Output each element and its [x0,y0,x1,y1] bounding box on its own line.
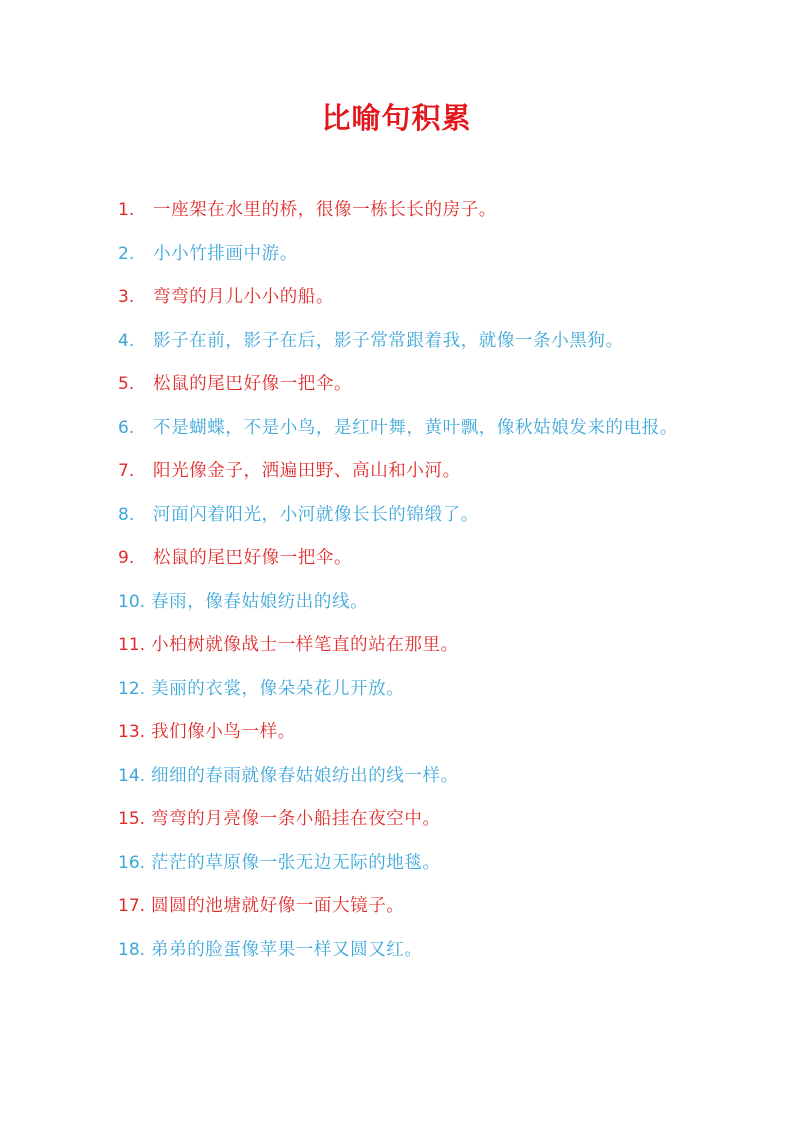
list-item [118,584,698,621]
item-number: 18. [118,939,146,960]
item-text: 弟弟的脸蛋像苹果一样又圆又红。 [151,939,423,960]
item-number: 16. [118,852,146,873]
item-number: 9. [118,548,135,568]
item-number: 1. [118,200,135,220]
item-number: 15. [118,809,146,829]
list-item [118,801,698,838]
list-item [118,410,698,447]
list-item [118,279,698,316]
list-item [118,540,698,577]
list-item [118,758,698,795]
item-number: 6. [118,417,135,438]
item-number: 2. [118,243,135,264]
list-item [118,888,698,925]
item-text: 春雨，像春姑娘纺出的线。 [151,591,369,612]
item-text: 茫茫的草原像一张无边无际的地毯。 [151,852,441,873]
item-number: 10. [118,591,146,612]
sentence-list [118,192,698,975]
list-item [118,627,698,664]
item-number: 17. [118,896,146,916]
item-text: 圆圆的池塘就好像一面大镜子。 [151,896,405,916]
item-number: 5. [118,374,135,394]
item-text: 影子在前，影子在后，影子常常跟着我，就像一条小黑狗。 [153,330,624,351]
list-item [118,497,698,534]
list-item [118,845,698,882]
item-text: 阳光像金子，洒遍田野、高山和小河。 [153,461,461,481]
item-text: 一座架在水里的桥，很像一栋长长的房子。 [153,200,497,220]
list-item [118,932,698,969]
item-number: 11. [118,635,146,655]
list-item [118,236,698,273]
item-text: 河面闪着阳光，小河就像长长的锦缎了。 [153,504,479,525]
item-text: 细细的春雨就像春姑娘纺出的线一样。 [151,765,459,786]
item-text: 松鼠的尾巴好像一把伞。 [153,548,353,568]
item-number: 3. [118,287,135,307]
item-text: 小柏树就像战士一样笔直的站在那里。 [151,635,459,655]
item-number: 7. [118,461,135,481]
item-number: 14. [118,765,146,786]
item-text: 弯弯的月儿小小的船。 [153,287,334,307]
item-number: 8. [118,504,135,525]
list-item [118,323,698,360]
item-text: 不是蝴蝶，不是小鸟，是红叶舞，黄叶飘，像秋姑娘发来的电报。 [153,417,678,438]
item-text: 美丽的衣裳，像朵朵花儿开放。 [151,678,405,699]
list-item [118,192,698,229]
item-text: 小小竹排画中游。 [153,243,298,264]
item-text: 弯弯的月亮像一条小船挂在夜空中。 [151,809,441,829]
item-number: 12. [118,678,146,699]
item-number: 13. [118,722,146,742]
item-number: 4. [118,330,135,351]
list-item [118,366,698,403]
list-item [118,714,698,751]
list-item [118,671,698,708]
list-item [118,453,698,490]
item-text: 松鼠的尾巴好像一把伞。 [153,374,353,394]
page-title: 比喻句积累 [321,101,472,135]
item-text: 我们像小鸟一样。 [151,722,296,742]
